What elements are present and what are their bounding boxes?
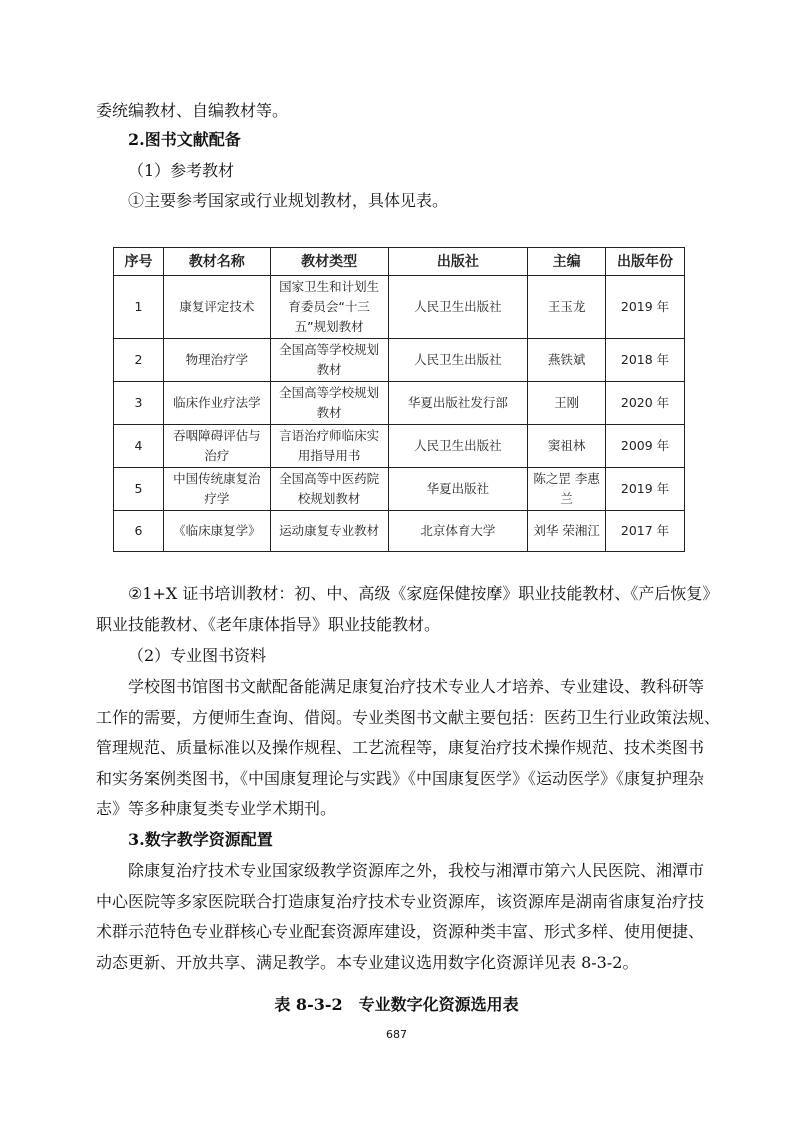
section-heading-3: 3.数字教学资源配置 (128, 830, 273, 849)
section-heading-2: 2.图书文献配备 (128, 130, 241, 149)
digital-para-line: 除康复治疗技术专业国家级教学资源库之外，我校与湘潭市第六人民医院、湘潭市 (128, 861, 705, 880)
table-cell: 康复评定技术 (163, 276, 270, 339)
table-cell: 全国高等学校规划教材 (270, 339, 388, 382)
table-cell: 王刚 (528, 382, 606, 425)
table-cell: 全国高等学校规划教材 (270, 382, 388, 425)
table-cell: 北京体育大学 (388, 511, 528, 552)
header-cell: 出版社 (388, 248, 528, 276)
table-cell: 吞咽障碍评估与治疗 (163, 425, 270, 468)
page-number: 687 (386, 1028, 407, 1041)
table-row (114, 425, 685, 468)
table-cell: 华夏出版社 (388, 468, 528, 511)
table-cell: 6 (114, 511, 164, 552)
header-cell: 出版年份 (606, 248, 685, 276)
table-cell: 人民卫生出版社 (388, 339, 528, 382)
table-cell: 言语治疗师临床实用指导用书 (270, 425, 388, 468)
table-cell: 5 (114, 468, 164, 511)
table-row (114, 511, 685, 552)
digital-para-line: 术群示范特色专业群核心专业配套资源库建设，资源种类丰富、形式多样、使用便捷、 (96, 922, 705, 941)
table-cell: 临床作业疗法学 (163, 382, 270, 425)
header-cell: 序号 (114, 248, 164, 276)
library-para-line: 和实务案例类图书，《中国康复理论与实践》《中国康复医学》《运动医学》《康复护理杂 (96, 768, 705, 788)
header-cell: 主编 (528, 248, 606, 276)
table-row (114, 276, 685, 339)
table-cell: 窦祖林 (528, 425, 606, 468)
table-cell: 2018 年 (606, 339, 685, 382)
cert-para-line: ②1+X 证书培训教材：初、中、高级《家庭保健按摩》职业技能教材、《产后恢复》 (128, 584, 719, 603)
cert-para-line: 职业技能教材、《老年康体指导》职业技能教材。 (96, 614, 441, 634)
textbook-table (113, 247, 685, 552)
table-cell: 物理治疗学 (163, 339, 270, 382)
subheading-1: （1）参考教材 (128, 161, 235, 180)
table-cell: 2019 年 (606, 468, 685, 511)
library-para-line: 志》等多种康复类专业学术期刊。 (96, 799, 337, 818)
table-cell: 国家卫生和计划生育委员会“十三五”规划教材 (270, 276, 388, 339)
digital-para-line: 动态更新、开放共享、满足教学。本专业建议选用数字化资源详见表 8-3-2。 (96, 952, 639, 972)
table-cell: 燕铁斌 (528, 339, 606, 382)
header-cell: 教材类型 (270, 248, 388, 276)
table-row (114, 339, 685, 382)
table-caption: 表 8-3-2 专业数字化资源选用表 (274, 995, 519, 1014)
library-para-line: 管理规范、质量标准以及操作规程、工艺流程等，康复治疗技术操作规范、技术类图书 (96, 738, 705, 757)
table-cell: 运动康复专业教材 (270, 511, 388, 552)
table-cell: 1 (114, 276, 164, 339)
table-cell: 刘华 荣湘江 (528, 511, 606, 552)
table-cell: 华夏出版社发行部 (388, 382, 528, 425)
table-cell: 王玉龙 (528, 276, 606, 339)
table-cell: 3 (114, 382, 164, 425)
table-header-row (114, 248, 685, 276)
table-cell: 人民卫生出版社 (388, 425, 528, 468)
table-cell: 全国高等中医药院校规划教材 (270, 468, 388, 511)
table-cell: 陈之罡 李惠兰 (528, 468, 606, 511)
sub1-text: ①主要参考国家或行业规划教材，具体见表。 (128, 191, 449, 210)
table-row (114, 382, 685, 425)
table-cell: 4 (114, 425, 164, 468)
header-cell: 教材名称 (163, 248, 270, 276)
table-cell: 中国传统康复治疗学 (163, 468, 270, 511)
library-para-line: 学校图书馆图书文献配备能满足康复治疗技术专业人才培养、专业建设、教科研等 (128, 677, 705, 696)
subheading-2: （2）专业图书资料 (128, 646, 267, 665)
intro-line: 委统编教材、自编教材等。 (96, 101, 289, 120)
table-row (114, 468, 685, 511)
digital-para-line: 中心医院等多家医院联合打造康复治疗技术专业资源库，该资源库是湖南省康复治疗技 (96, 891, 705, 911)
table-cell: 2019 年 (606, 276, 685, 339)
table-cell: 2017 年 (606, 511, 685, 552)
table-cell: 2009 年 (606, 425, 685, 468)
library-para-line: 工作的需要，方便师生查询、借阅。专业类图书文献主要包括：医药卫生行业政策法规、 (96, 707, 721, 727)
table-cell: 人民卫生出版社 (388, 276, 528, 339)
table-cell: 2 (114, 339, 164, 382)
table-cell: 2020 年 (606, 382, 685, 425)
table-cell: 《临床康复学》 (163, 511, 270, 552)
